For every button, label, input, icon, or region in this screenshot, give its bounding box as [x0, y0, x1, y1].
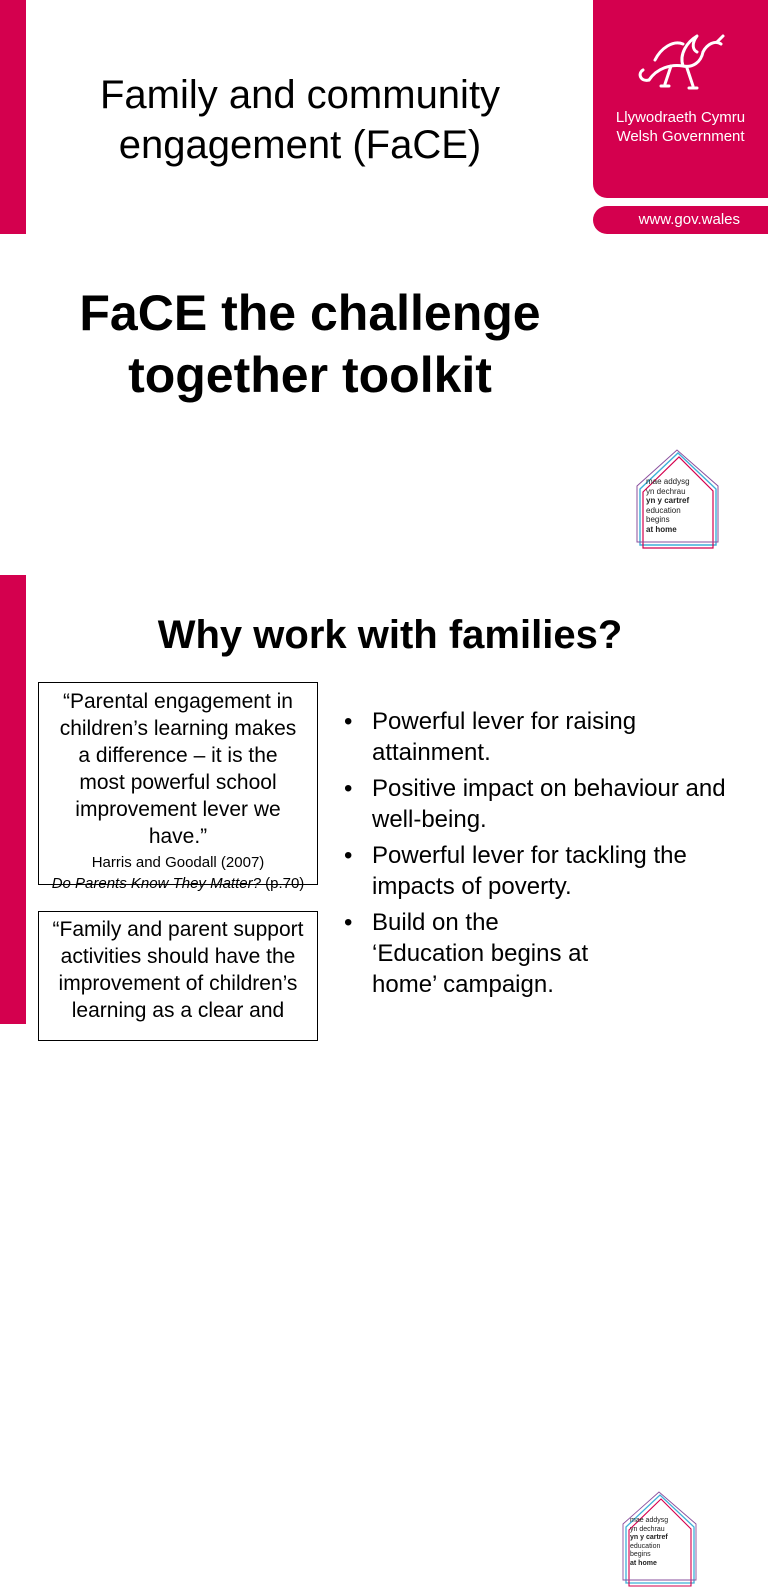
quote-box [38, 682, 318, 892]
bullet-text: Build on the ‘Education begins at home’ campaign. [372, 909, 589, 998]
welsh-government-logo [593, 0, 768, 198]
logo-line: education [630, 1542, 661, 1550]
quote-source-title: Do Parents Know They Matter? [51, 875, 261, 892]
dragon-icon [631, 20, 731, 100]
quote-box [38, 911, 318, 1041]
bullet-list [340, 706, 740, 1005]
gov-name [593, 108, 768, 146]
slide-why-work-with-families [0, 575, 768, 1567]
slide-face-title [0, 0, 768, 575]
logo-text [630, 1517, 668, 1568]
accent-bar [0, 575, 26, 1024]
logo-line: mae addysg [646, 477, 690, 486]
quote-source-page: (p.70) [260, 875, 305, 892]
quote-source [39, 873, 317, 894]
list-item [340, 706, 740, 768]
logo-line: at home [630, 1559, 657, 1567]
bullet-icon: • [344, 909, 353, 936]
quote-text: “Parental engagement in children’s learning makes a difference – it is the most powerful school improvement lever we have.” [59, 690, 297, 848]
logo-line: begins [630, 1551, 651, 1558]
bullet-text: Positive impact on behaviour and well-being. [372, 775, 726, 833]
quote-text: “Family and parent support activities should have the improvement of children’s learning as a clear and [52, 918, 304, 1022]
logo-line: mae addysg [630, 1517, 669, 1524]
gov-url-link[interactable] [593, 206, 768, 234]
bullet-text: Powerful lever for tackling the impacts of poverty. [372, 842, 687, 900]
logo-line: education [646, 505, 681, 515]
slide-title: Why work with families? [157, 613, 623, 657]
bullet-icon: • [344, 775, 353, 802]
toolkit-title: FaCE the challenge together toolkit [79, 285, 541, 403]
gov-url-text: www.gov.wales [638, 211, 740, 228]
quote-citation: Harris and Goodall (2007) [91, 854, 265, 871]
logo-line: begins [646, 515, 670, 524]
accent-bar [0, 0, 26, 234]
bullet-text: Powerful lever for raising attainment. [372, 708, 637, 766]
logo-line: yn y cartref [646, 496, 690, 505]
logo-line: yn dechrau [646, 486, 686, 496]
logo-line: yn y cartref [630, 1534, 668, 1541]
logo-line: yn dechrau [630, 1525, 665, 1533]
education-begins-at-home-logo [618, 1487, 702, 1591]
gov-name-welsh: Llywodraeth Cymru [615, 109, 746, 126]
list-item [340, 773, 740, 835]
bullet-icon: • [344, 842, 353, 869]
logo-line: at home [646, 524, 677, 534]
gov-name-english: Welsh Government [616, 128, 745, 145]
list-item [340, 840, 740, 902]
bullet-icon: • [344, 708, 353, 735]
logo-text [646, 477, 690, 534]
list-item [340, 907, 740, 1000]
education-begins-at-home-logo [632, 445, 724, 553]
slide-title: Family and community engagement (FaCE) [99, 73, 501, 167]
